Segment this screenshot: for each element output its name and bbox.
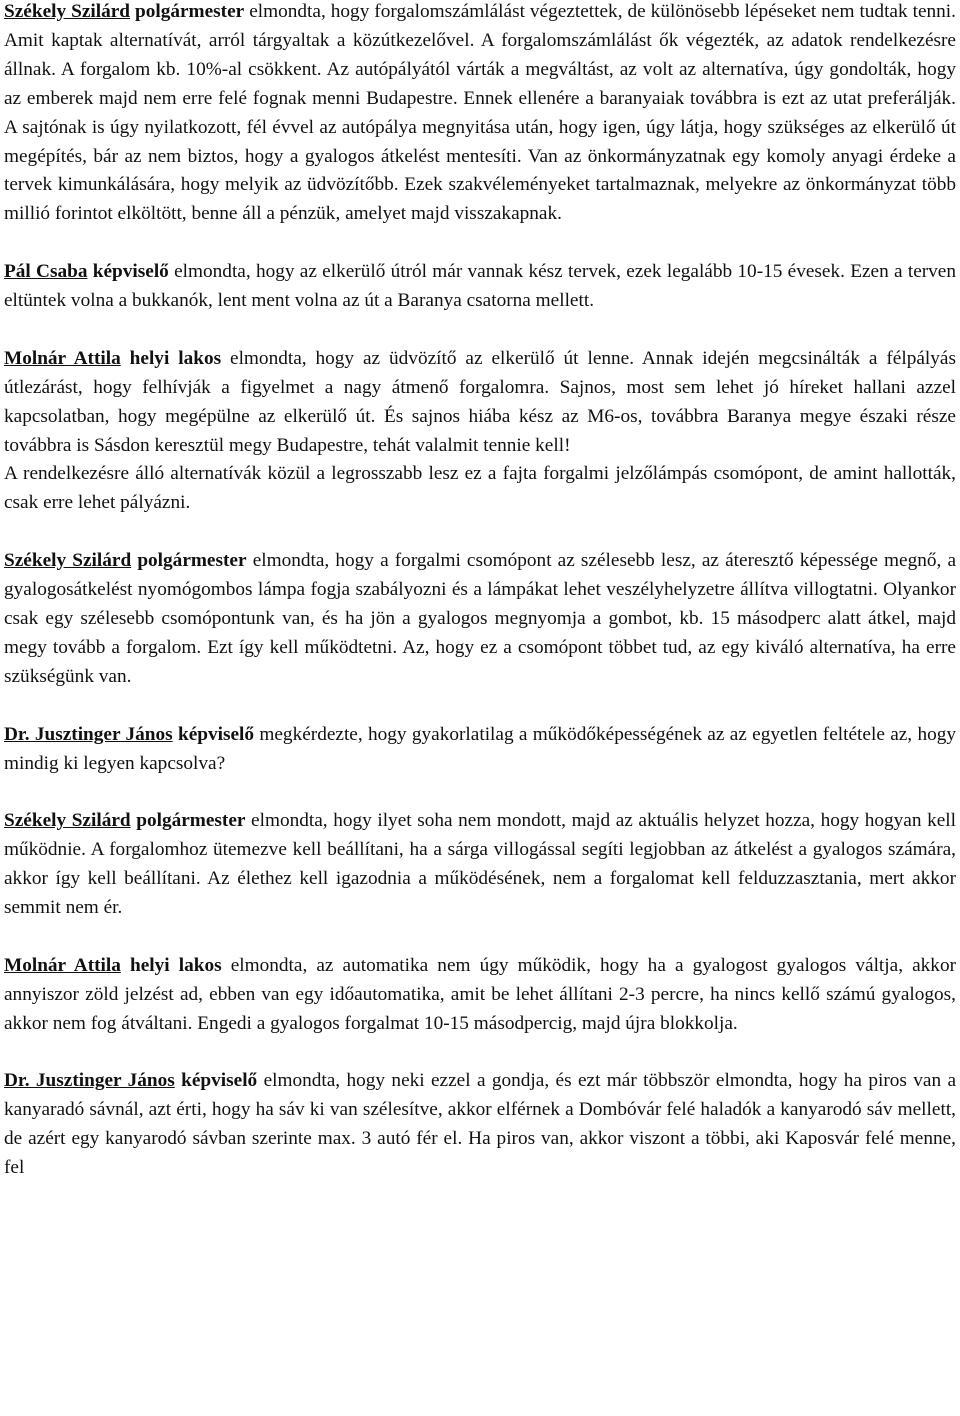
speaker-name: Dr. Jusztinger János — [4, 723, 173, 745]
speaker-name: Molnár Attila — [4, 347, 121, 369]
speaker-role: képviselő — [92, 261, 169, 283]
paragraph-9 — [4, 1067, 956, 1183]
paragraph-text: elmondta, hogy az elkerülő útról már vannak kész tervek, ezek legalább 10-15 évesek. Ezen a terven eltüntek volna a bukkanók, lent ment volna az út a Baranya csatorna mellett. — [4, 261, 957, 312]
paragraph-text: A rendelkezésre álló alternatívák közül a legrosszabb lesz ez a fajta forgalmi jelzőlámpás csomópont, de amint hallották, csak erre lehet pályázni. — [4, 463, 956, 514]
paragraph-7 — [4, 807, 956, 923]
paragraph-8 — [4, 952, 956, 1039]
speaker-name: Székely Szilárd — [4, 810, 131, 832]
paragraph-text: megkérdezte, hogy gyakorlatilag a működőképességének az az egyetlen feltétele az, hogy mindig ki legyen kapcsolva? — [4, 723, 957, 774]
speaker-role: helyi lakos — [130, 954, 222, 976]
paragraph-4 — [4, 460, 956, 518]
speaker-name: Székely Szilárd — [4, 1, 131, 22]
paragraph-text: elmondta, hogy neki ezzel a gondja, és ezt már többször elmondta, hogy ha piros van a kanyaradó sávnál, azt érti, hogy ha sáv ki van szélesítve, akkor elférnek a Dombóvár felé haladók a kanyarodó sáv mellett, de azért egy kanyarodó sávban szerinte max. 3 autó fér el. Ha piros van, akkor viszont a többi, aki Kaposvár felé menne, fel — [4, 1070, 957, 1179]
paragraph-3 — [4, 345, 956, 461]
speaker-role: helyi lakos — [129, 347, 222, 369]
paragraph-text: elmondta, hogy ilyet soha nem mondott, majd az aktuális helyzet hozza, hogy hogyan kell működnie. A forgalomhoz ütemezve kell beállítani, ha a sárga villogással segíti legjobban az átkelést a gyalogos számára, akkor így kell beállítani. Az élethez kell igazodnia a működésének, nem a forgalomat kell felduzzasztania, mert akkor semmit nem ér. — [4, 810, 956, 919]
speaker-role: képviselő — [177, 723, 255, 745]
paragraph-2 — [4, 258, 956, 316]
paragraph-text: elmondta, hogy az üdvözítő az elkerülő út lenne. Annak idején megcsinálták a félpályás útlezárást, hogy felhívják a figyelmet a nagy átmenő forgalomra. Sajnos, most sem lehet jó híreket hallani azzel kapcsolatban, hogy megépülne az elkerülő út. És sajnos hiába kész az M6-os, továbbra Baranya megye északi része továbbra is Sásdon keresztül megy Budapestre, tehát valalmit tennie kell! — [4, 347, 956, 456]
speaker-name: Pál Csaba — [4, 261, 88, 283]
paragraph-5 — [4, 547, 956, 692]
paragraph-text: elmondta, hogy a forgalmi csomópont az szélesebb lesz, az áteresztő képessége megnő, a gyalogosátkelést nyomógombos lámpa fogja szabályozni és a lámpákat lehet veszélyhelyzetre állítva villogtatni. Olyankor csak egy szélesebb csomópontunk van, és ha jön a gyalogos megnyomja a gombot, kb. 15 másodperc alatt átkel, majd megy tovább a forgalom. Ezt így kell működtetni. Az, hogy ez a csomópont többet tud, az egy kiváló alternatíva, ha erre szükségünk van. — [4, 550, 957, 687]
paragraph-text: elmondta, hogy forgalomszámlálást végeztettek, de különösebb lépéseket nem tudtak tenni. Amit kaptak alternatívát, arról tárgyaltak a közútkezelővel. A forgalomszámlálást ők végezték, az adatok rendelkezésre állnak. A forgalom kb. 10%-al csökkent. Az autópályától várták a megváltást, az volt az alternatíva, úgy gondolták, hogy az emberek majd nem erre felé fognak menni Budapestre. Ennek ellenére a baranyaiak továbbra is ezt az utat preferálják. A sajtónak is úgy nyilatkozott, fél évvel az autópálya megnyitása után, hogy igen, úgy látja, hogy szükséges az elkerülő út megépítés, bár az nem biztos, hogy a gyalogos átkelést mentesíti. Van az önkormányzatnak egy komoly anyagi érdeke a tervek kimunkálására, hogy melyik az üdvözítőbb. Ezek szakvéleményeket tartalmaznak, melyekre az önkormányzat több millió forintot elköltött, benne áll a pénzük, amelyet majd visszakapnak. — [4, 1, 956, 225]
speaker-name: Molnár Attila — [4, 954, 121, 976]
paragraph-6 — [4, 721, 956, 779]
paragraph-text: elmondta, az automatika nem úgy működik, hogy ha a gyalogost gyalogos váltja, akkor annyiszor zöld jelzést ad, ebben van egy időautomatika, amit be lehet állítani 2-3 percre, ha nincs kellő számú gyalogos, akkor nem fog átváltani. Engedi a gyalogos forgalmat 10-15 másodpercig, majd újra blokkolja. — [4, 954, 957, 1034]
speaker-role: képviselő — [181, 1070, 258, 1092]
speaker-role: polgármester — [137, 550, 247, 572]
paragraph-1 — [4, 0, 956, 229]
document-page — [4, 0, 956, 1183]
speaker-role: polgármester — [136, 810, 246, 832]
speaker-role: polgármester — [135, 1, 245, 22]
speaker-name: Székely Szilárd — [4, 550, 132, 572]
speaker-name: Dr. Jusztinger János — [4, 1070, 175, 1092]
